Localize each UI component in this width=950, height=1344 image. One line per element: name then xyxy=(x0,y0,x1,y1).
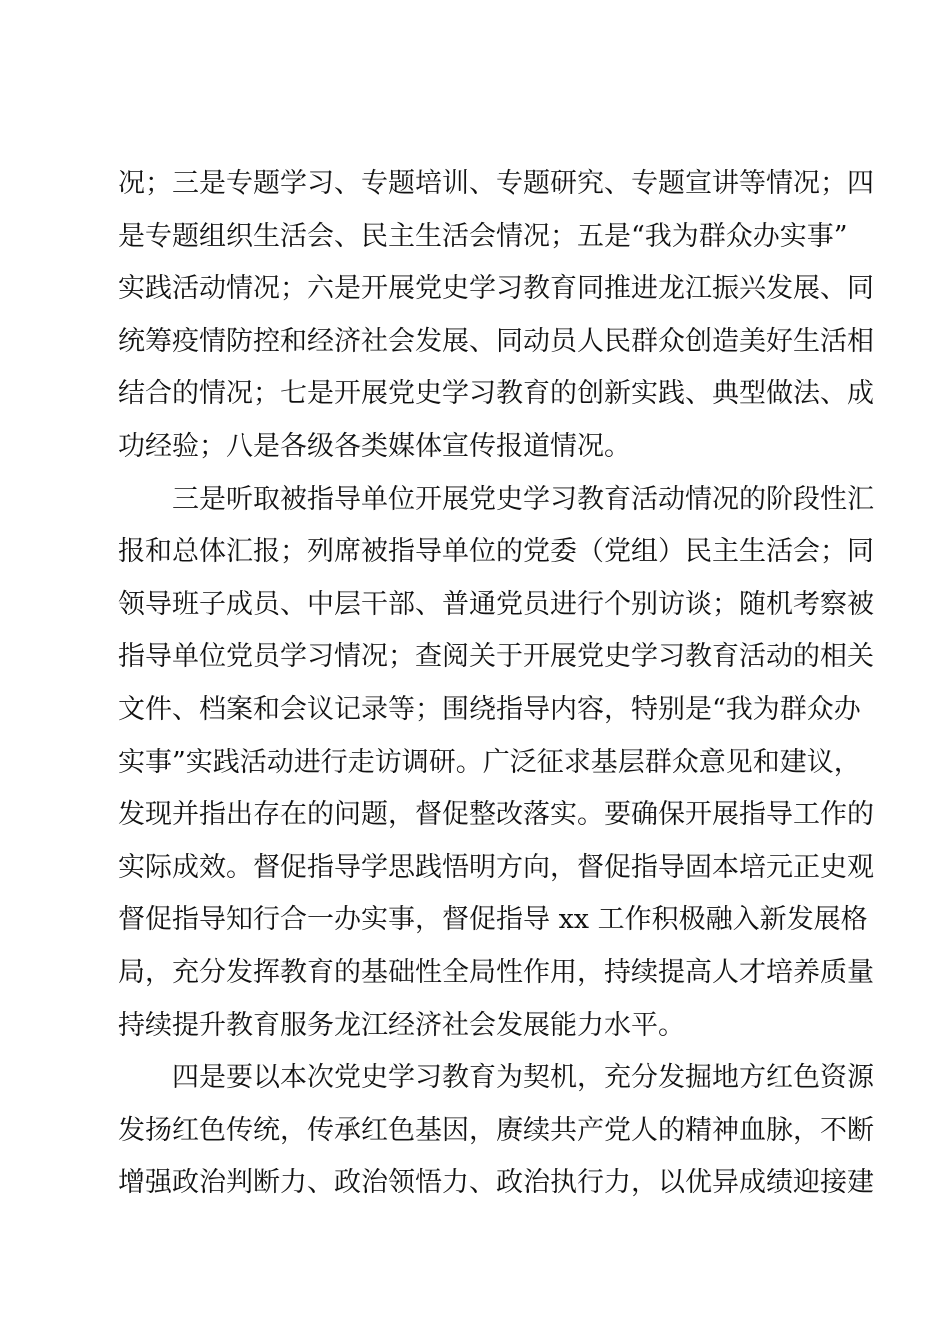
text-line: 况；三是专题学习、专题培训、专题研究、专题宣讲等情况；四 xyxy=(118,168,874,199)
text-line: 文件、档案和会议记录等；围绕指导内容，特别是“我为群众办 xyxy=(118,693,861,725)
text-line: 增强政治判断力、政治领悟力、政治执行力，以优异成绩迎接建 xyxy=(118,1167,874,1199)
paragraph-3 xyxy=(118,1052,874,1210)
text-line: 是专题组织生活会、民主生活会情况；五是“我为群众办实事” xyxy=(118,220,848,252)
text-line: 领导班子成员、中层干部、普通党员进行个别访谈；随机考察被 xyxy=(118,588,874,620)
text-line: 发现并指出存在的问题，督促整改落实。要确保开展指导工作的 xyxy=(118,799,874,831)
text-line: 三是听取被指导单位开展党史学习教育活动情况的阶段性汇 xyxy=(172,483,874,515)
text-line: 功经验；八是各级各类媒体宣传报道情况。 xyxy=(118,430,631,462)
text-line: 实事”实践活动进行走访调研。广泛征求基层群众意见和建议， xyxy=(118,746,861,778)
text-line: 发扬红色传统，传承红色基因，赓续共产党人的精神血脉，不断 xyxy=(118,1114,874,1146)
text-line: 局，充分发挥教育的基础性全局性作用，持续提高人才培养质量 xyxy=(118,956,874,988)
text-line: 报和总体汇报；列席被指导单位的党委（党组）民主生活会；同 xyxy=(118,536,874,568)
text-line: 实践活动情况；六是开展党史学习教育同推进龙江振兴发展、同 xyxy=(118,273,874,305)
text-line: 四是要以本次党史学习教育为契机，充分发掘地方红色资源 xyxy=(172,1062,874,1094)
text-line: 结合的情况；七是开展党史学习教育的创新实践、典型做法、成 xyxy=(118,378,874,410)
text-line: 持续提升教育服务龙江经济社会发展能力水平。 xyxy=(118,1009,685,1041)
text-line: 指导单位党员学习情况；查阅关于开展党史学习教育活动的相关 xyxy=(118,641,874,673)
paragraph-1 xyxy=(118,158,874,474)
paragraph-2 xyxy=(118,474,874,1053)
text-line: 督促指导知行合一办实事，督促指导 xx 工作积极融入新发展格 xyxy=(118,904,868,936)
text-line: 实际成效。督促指导学思践悟明方向，督促指导固本培元正史观 xyxy=(118,851,874,883)
text-line: 统筹疫情防控和经济社会发展、同动员人民群众创造美好生活相 xyxy=(118,325,874,357)
document-body xyxy=(118,158,874,1210)
